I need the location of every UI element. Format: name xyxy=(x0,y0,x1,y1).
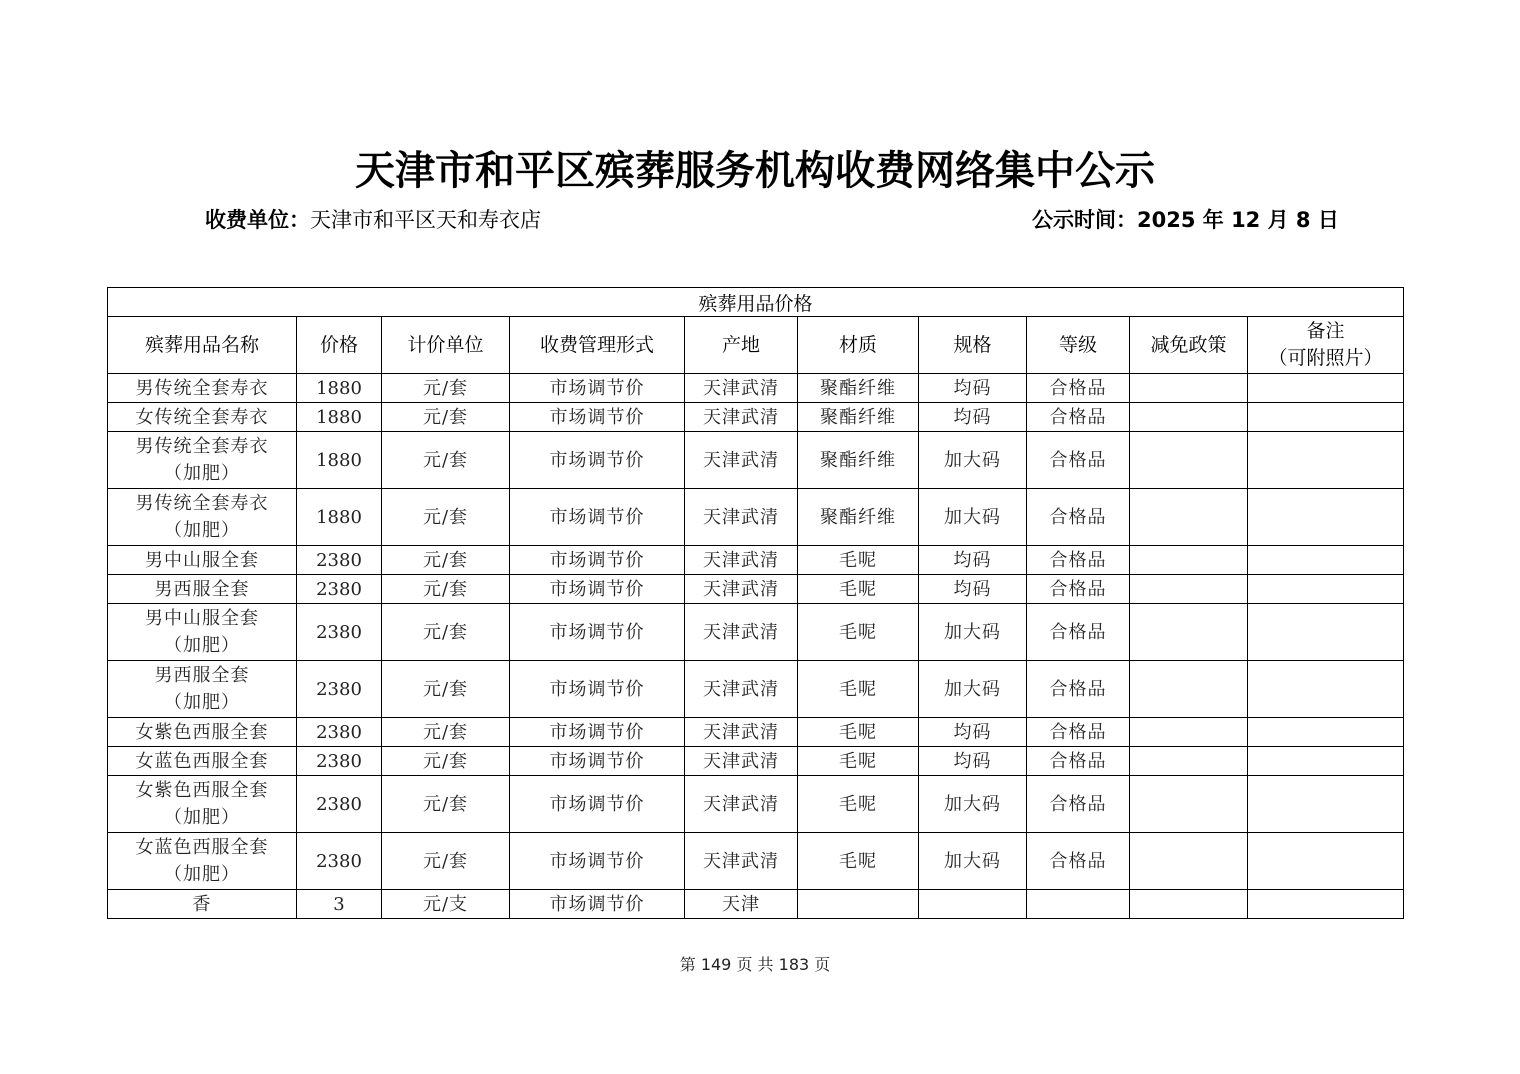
cell-policy xyxy=(1130,776,1248,833)
cell-origin: 天津武清 xyxy=(685,403,798,432)
cell-mgmt: 市场调节价 xyxy=(510,546,685,575)
cell-material: 毛呢 xyxy=(798,661,919,718)
cell-policy xyxy=(1130,604,1248,661)
cell-name-line2: （加肥） xyxy=(164,864,240,885)
cell-name-line2: （加肥） xyxy=(164,635,240,656)
cell-policy xyxy=(1130,432,1248,489)
cell-name xyxy=(108,575,297,604)
cell-name-line1: 女蓝色西服全套 xyxy=(135,837,269,858)
cell-name-line2: （加肥） xyxy=(164,520,240,541)
cell-origin: 天津武清 xyxy=(685,833,798,890)
cell-mgmt: 市场调节价 xyxy=(510,575,685,604)
footer-total-pages: 183 xyxy=(778,955,810,974)
header-mgmt: 收费管理形式 xyxy=(510,317,685,374)
fee-unit-value: 天津市和平区天和寿衣店 xyxy=(310,208,541,232)
cell-name-line1: 香 xyxy=(192,893,212,915)
footer-prefix: 第 xyxy=(679,955,696,974)
cell-spec: 均码 xyxy=(919,575,1027,604)
header-remark xyxy=(1248,317,1404,374)
page-footer xyxy=(0,953,1510,977)
cell-grade: 合格品 xyxy=(1027,489,1130,546)
cell-material: 毛呢 xyxy=(798,546,919,575)
column-header-row xyxy=(108,317,1404,374)
table-row xyxy=(108,403,1404,432)
cell-grade: 合格品 xyxy=(1027,833,1130,890)
cell-origin: 天津武清 xyxy=(685,575,798,604)
cell-origin: 天津武清 xyxy=(685,604,798,661)
cell-unit: 元/套 xyxy=(382,575,510,604)
table-row xyxy=(108,604,1404,661)
section-header-row xyxy=(108,288,1404,317)
cell-spec: 均码 xyxy=(919,546,1027,575)
cell-name xyxy=(108,604,297,661)
cell-unit: 元/支 xyxy=(382,890,510,919)
cell-mgmt: 市场调节价 xyxy=(510,489,685,546)
cell-unit: 元/套 xyxy=(382,776,510,833)
cell-price: 2380 xyxy=(297,546,382,575)
cell-name-line1: 男传统全套寿衣 xyxy=(135,377,269,399)
table-row xyxy=(108,432,1404,489)
cell-policy xyxy=(1130,575,1248,604)
table-row xyxy=(108,661,1404,718)
cell-grade: 合格品 xyxy=(1027,776,1130,833)
cell-unit: 元/套 xyxy=(382,747,510,776)
cell-origin: 天津武清 xyxy=(685,718,798,747)
cell-origin: 天津武清 xyxy=(685,747,798,776)
cell-remark xyxy=(1248,604,1404,661)
cell-policy xyxy=(1130,374,1248,403)
cell-mgmt: 市场调节价 xyxy=(510,890,685,919)
cell-unit: 元/套 xyxy=(382,604,510,661)
cell-spec: 均码 xyxy=(919,747,1027,776)
cell-remark xyxy=(1248,575,1404,604)
cell-name-line1: 女紫色西服全套 xyxy=(135,721,269,743)
cell-name xyxy=(108,432,297,489)
cell-mgmt: 市场调节价 xyxy=(510,661,685,718)
header-material: 材质 xyxy=(798,317,919,374)
cell-price: 2380 xyxy=(297,747,382,776)
cell-grade: 合格品 xyxy=(1027,661,1130,718)
cell-mgmt: 市场调节价 xyxy=(510,776,685,833)
cell-remark xyxy=(1248,661,1404,718)
cell-policy xyxy=(1130,661,1248,718)
cell-grade: 合格品 xyxy=(1027,718,1130,747)
header-spec: 规格 xyxy=(919,317,1027,374)
header-policy: 减免政策 xyxy=(1130,317,1248,374)
cell-grade: 合格品 xyxy=(1027,575,1130,604)
cell-material xyxy=(798,890,919,919)
cell-name xyxy=(108,890,297,919)
cell-grade: 合格品 xyxy=(1027,747,1130,776)
cell-mgmt: 市场调节价 xyxy=(510,604,685,661)
table-row xyxy=(108,546,1404,575)
cell-name-line1: 男中山服全套 xyxy=(145,608,259,629)
cell-policy xyxy=(1130,489,1248,546)
cell-material: 聚酯纤维 xyxy=(798,489,919,546)
cell-mgmt: 市场调节价 xyxy=(510,747,685,776)
cell-unit: 元/套 xyxy=(382,546,510,575)
cell-spec: 加大码 xyxy=(919,661,1027,718)
cell-unit: 元/套 xyxy=(382,374,510,403)
cell-remark xyxy=(1248,546,1404,575)
cell-remark xyxy=(1248,432,1404,489)
cell-mgmt: 市场调节价 xyxy=(510,403,685,432)
cell-name xyxy=(108,718,297,747)
cell-material: 毛呢 xyxy=(798,718,919,747)
cell-origin: 天津武清 xyxy=(685,432,798,489)
cell-name-line1: 女蓝色西服全套 xyxy=(135,750,269,772)
cell-policy xyxy=(1130,403,1248,432)
footer-page-number: 149 xyxy=(700,955,732,974)
cell-policy xyxy=(1130,890,1248,919)
cell-remark xyxy=(1248,890,1404,919)
cell-name xyxy=(108,747,297,776)
cell-name-line2: （加肥） xyxy=(164,807,240,828)
cell-spec: 加大码 xyxy=(919,833,1027,890)
cell-price: 2380 xyxy=(297,604,382,661)
cell-name-line1: 女传统全套寿衣 xyxy=(135,406,269,428)
cell-grade: 合格品 xyxy=(1027,374,1130,403)
cell-remark xyxy=(1248,718,1404,747)
cell-material: 聚酯纤维 xyxy=(798,432,919,489)
table-row xyxy=(108,575,1404,604)
cell-spec xyxy=(919,890,1027,919)
cell-origin: 天津武清 xyxy=(685,489,798,546)
fee-unit-label: 收费单位： xyxy=(205,208,310,232)
cell-price: 3 xyxy=(297,890,382,919)
cell-grade: 合格品 xyxy=(1027,403,1130,432)
cell-name-line2: （加肥） xyxy=(164,692,240,713)
cell-name-line2: （加肥） xyxy=(164,463,240,484)
cell-name xyxy=(108,661,297,718)
cell-spec: 加大码 xyxy=(919,432,1027,489)
cell-remark xyxy=(1248,833,1404,890)
cell-origin: 天津 xyxy=(685,890,798,919)
cell-name-line1: 男中山服全套 xyxy=(145,549,259,571)
cell-name xyxy=(108,403,297,432)
cell-spec: 加大码 xyxy=(919,776,1027,833)
cell-name-line1: 女紫色西服全套 xyxy=(135,780,269,801)
cell-material: 毛呢 xyxy=(798,776,919,833)
header-remark-line1: 备注 xyxy=(1306,320,1345,342)
cell-price: 1880 xyxy=(297,489,382,546)
table-row xyxy=(108,718,1404,747)
cell-price: 2380 xyxy=(297,661,382,718)
page-title: 天津市和平区殡葬服务机构收费网络集中公示 xyxy=(355,147,1155,194)
cell-remark xyxy=(1248,489,1404,546)
cell-origin: 天津武清 xyxy=(685,776,798,833)
footer-middle: 页 共 xyxy=(736,955,774,974)
cell-material: 毛呢 xyxy=(798,833,919,890)
cell-grade xyxy=(1027,890,1130,919)
header-unit: 计价单位 xyxy=(382,317,510,374)
cell-price: 2380 xyxy=(297,833,382,890)
cell-name xyxy=(108,546,297,575)
cell-unit: 元/套 xyxy=(382,432,510,489)
cell-name-line1: 男西服全套 xyxy=(154,578,250,600)
cell-grade: 合格品 xyxy=(1027,604,1130,661)
cell-mgmt: 市场调节价 xyxy=(510,432,685,489)
cell-grade: 合格品 xyxy=(1027,432,1130,489)
cell-name-line1: 男传统全套寿衣 xyxy=(135,493,269,514)
cell-unit: 元/套 xyxy=(382,661,510,718)
cell-price: 1880 xyxy=(297,374,382,403)
footer-suffix: 页 xyxy=(814,955,831,974)
cell-spec: 均码 xyxy=(919,403,1027,432)
cell-mgmt: 市场调节价 xyxy=(510,718,685,747)
cell-spec: 均码 xyxy=(919,374,1027,403)
cell-spec: 均码 xyxy=(919,718,1027,747)
cell-origin: 天津武清 xyxy=(685,546,798,575)
cell-material: 毛呢 xyxy=(798,747,919,776)
table-row xyxy=(108,747,1404,776)
cell-unit: 元/套 xyxy=(382,718,510,747)
cell-price: 1880 xyxy=(297,403,382,432)
cell-mgmt: 市场调节价 xyxy=(510,833,685,890)
cell-remark xyxy=(1248,374,1404,403)
table-row xyxy=(108,489,1404,546)
header-origin: 产地 xyxy=(685,317,798,374)
cell-mgmt: 市场调节价 xyxy=(510,374,685,403)
cell-spec: 加大码 xyxy=(919,604,1027,661)
notice-time: 公示时间：2025 年 12 月 8 日 xyxy=(1032,208,1339,232)
cell-grade: 合格品 xyxy=(1027,546,1130,575)
cell-unit: 元/套 xyxy=(382,403,510,432)
cell-policy xyxy=(1130,833,1248,890)
cell-price: 2380 xyxy=(297,575,382,604)
cell-name xyxy=(108,374,297,403)
cell-origin: 天津武清 xyxy=(685,661,798,718)
fee-unit-line xyxy=(205,205,541,235)
cell-remark xyxy=(1248,747,1404,776)
section-title: 殡葬用品价格 xyxy=(108,288,1404,317)
cell-name-line1: 男西服全套 xyxy=(154,665,250,686)
cell-material: 聚酯纤维 xyxy=(798,374,919,403)
cell-material: 毛呢 xyxy=(798,604,919,661)
table-row xyxy=(108,776,1404,833)
cell-remark xyxy=(1248,403,1404,432)
cell-unit: 元/套 xyxy=(382,489,510,546)
cell-material: 毛呢 xyxy=(798,575,919,604)
cell-price: 1880 xyxy=(297,432,382,489)
cell-name xyxy=(108,833,297,890)
cell-origin: 天津武清 xyxy=(685,374,798,403)
header-price: 价格 xyxy=(297,317,382,374)
table-row xyxy=(108,374,1404,403)
cell-price: 2380 xyxy=(297,776,382,833)
table-row xyxy=(108,890,1404,919)
table-row xyxy=(108,833,1404,890)
cell-name xyxy=(108,776,297,833)
header-remark-line2: （可附照片） xyxy=(1268,347,1383,369)
cell-policy xyxy=(1130,747,1248,776)
cell-unit: 元/套 xyxy=(382,833,510,890)
header-grade: 等级 xyxy=(1027,317,1130,374)
cell-spec: 加大码 xyxy=(919,489,1027,546)
cell-name xyxy=(108,489,297,546)
cell-name-line1: 男传统全套寿衣 xyxy=(135,436,269,457)
price-table xyxy=(107,287,1404,919)
cell-material: 聚酯纤维 xyxy=(798,403,919,432)
cell-remark xyxy=(1248,776,1404,833)
cell-price: 2380 xyxy=(297,718,382,747)
cell-policy xyxy=(1130,546,1248,575)
header-name: 殡葬用品名称 xyxy=(108,317,297,374)
cell-policy xyxy=(1130,718,1248,747)
